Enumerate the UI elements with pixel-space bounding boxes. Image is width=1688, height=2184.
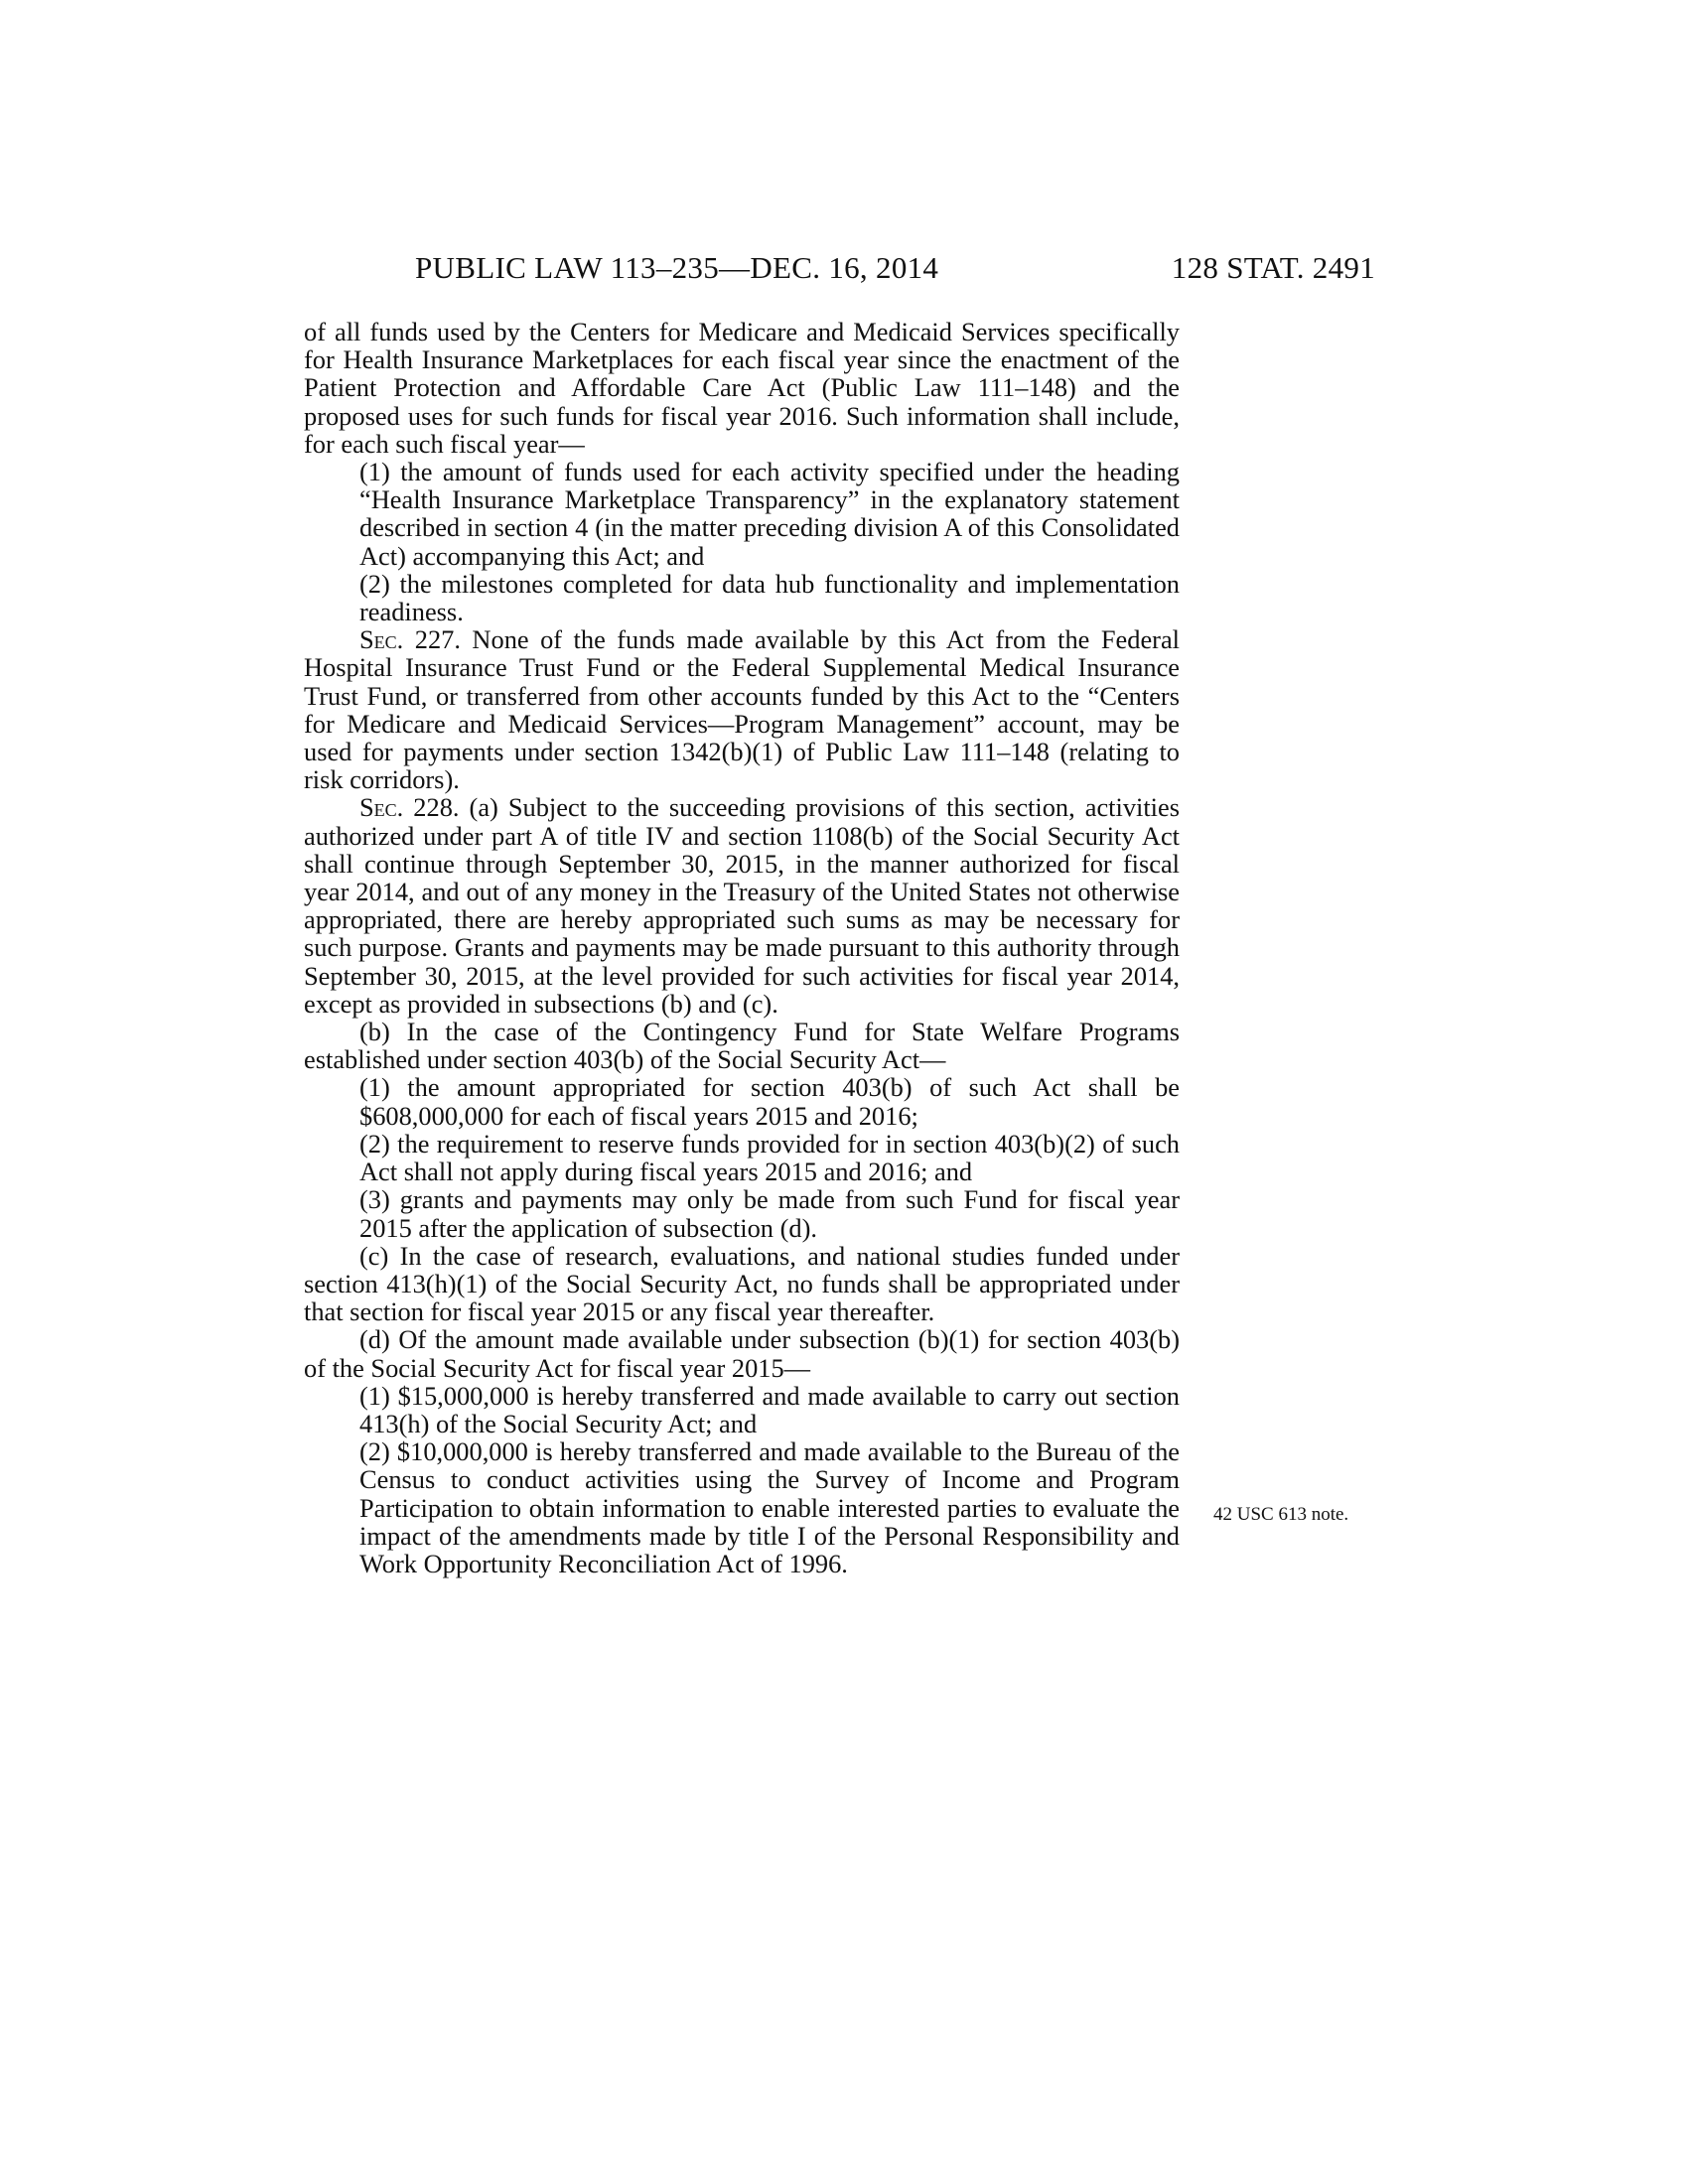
list-item: (2) the milestones completed for data hub functionality and implementation readiness. [359, 568, 1180, 627]
section-label: Sec. 228. [359, 792, 460, 823]
list-item: (2) $10,000,000 is hereby transferred and made available to the Bureau of the Census to conduct activities using the Survey of Income and Program Participation to obtain information to enable interested parties to evaluate the impact of the amendments made by title I of the Personal Responsibility and Work Opportunity Reconciliation Act of 1996. [359, 1436, 1180, 1578]
paragraph-continued: of all funds used by the Centers for Medicare and Medicaid Services specifically for Health Insurance Marketplaces for each fiscal year since the enactment of the Patient Protection and Affordable Care Act (Public Law 111–148) and the proposed uses for such funds for fiscal year 2016. Such information shall include, for each such fiscal year— [304, 317, 1180, 459]
list-item: (1) the amount appropriated for section 403(b) of such Act shall be $608,000,000 for each of fiscal years 2015 and 2016; [359, 1072, 1180, 1131]
section-text: None of the funds made available by this Act from the Federal Hospital Insurance Trust Fund or the Federal Supplemental Medical Insurance Trust Fund, or transferred from other accounts funded by this Act to the “Centers for Medicare and Medicaid Services—Program Management” account, may be used for payments under section 1342(b)(1) of Public Law 111–148 (relating to risk corridors). [304, 624, 1181, 795]
section-text: (a) Subject to the succeeding provisions of this section, activities authorized under part A of title IV and section 1108(b) of the Social Security Act shall continue through September 30, 2015, in the manner authorized for fiscal year 2014, and out of any money in the Treasury of the United States not otherwise appropriated, there are hereby appropriated such sums as may be necessary for such purpose. Grants and payments may be made pursuant to this authority through September 30, 2015, at the level provided for such activities for fiscal year 2014, except as provided in subsections (b) and (c). [304, 792, 1180, 1019]
list-item: (3) grants and payments may only be made from such Fund for fiscal year 2015 after the application of subsection (d). [359, 1184, 1180, 1243]
stat-page-number: 128 STAT. 2491 [1171, 250, 1375, 285]
list-item: (2) the requirement to reserve funds provided for in section 403(b)(2) of such Act shall not apply during fiscal years 2015 and 2016; and [359, 1128, 1180, 1187]
subsection-d: (d) Of the amount made available under subsection (b)(1) for section 403(b) of the Social Security Act for fiscal year 2015— [304, 1324, 1180, 1383]
margin-note: 42 USC 613 note. [1213, 1504, 1349, 1525]
section-label: Sec. 227. [359, 624, 461, 655]
subsection-b: (b) In the case of the Contingency Fund for State Welfare Programs established under section 403(b) of the Social Security Act— [304, 1017, 1180, 1075]
section-228 [304, 793, 1180, 1018]
running-head [298, 250, 1375, 294]
list-item: (1) the amount of funds used for each activity specified under the heading “Health Insurance Marketplace Transparency” in the explanatory statement described in section 4 (in the matter preceding division A of this Consolidated Act) accompanying this Act; and [359, 457, 1180, 571]
law-citation-header: PUBLIC LAW 113–235—DEC. 16, 2014 [415, 250, 939, 285]
list-item: (1) $15,000,000 is hereby transferred and made available to carry out section 413(h) of the Social Security Act; and [359, 1380, 1180, 1438]
section-227 [304, 625, 1180, 793]
subsection-c: (c) In the case of research, evaluations, and national studies funded under section 413(h)(1) of the Social Security Act, no funds shall be appropriated under that section for fiscal year 2015 or any fiscal year thereafter. [304, 1240, 1180, 1327]
body-text [304, 318, 1180, 1577]
